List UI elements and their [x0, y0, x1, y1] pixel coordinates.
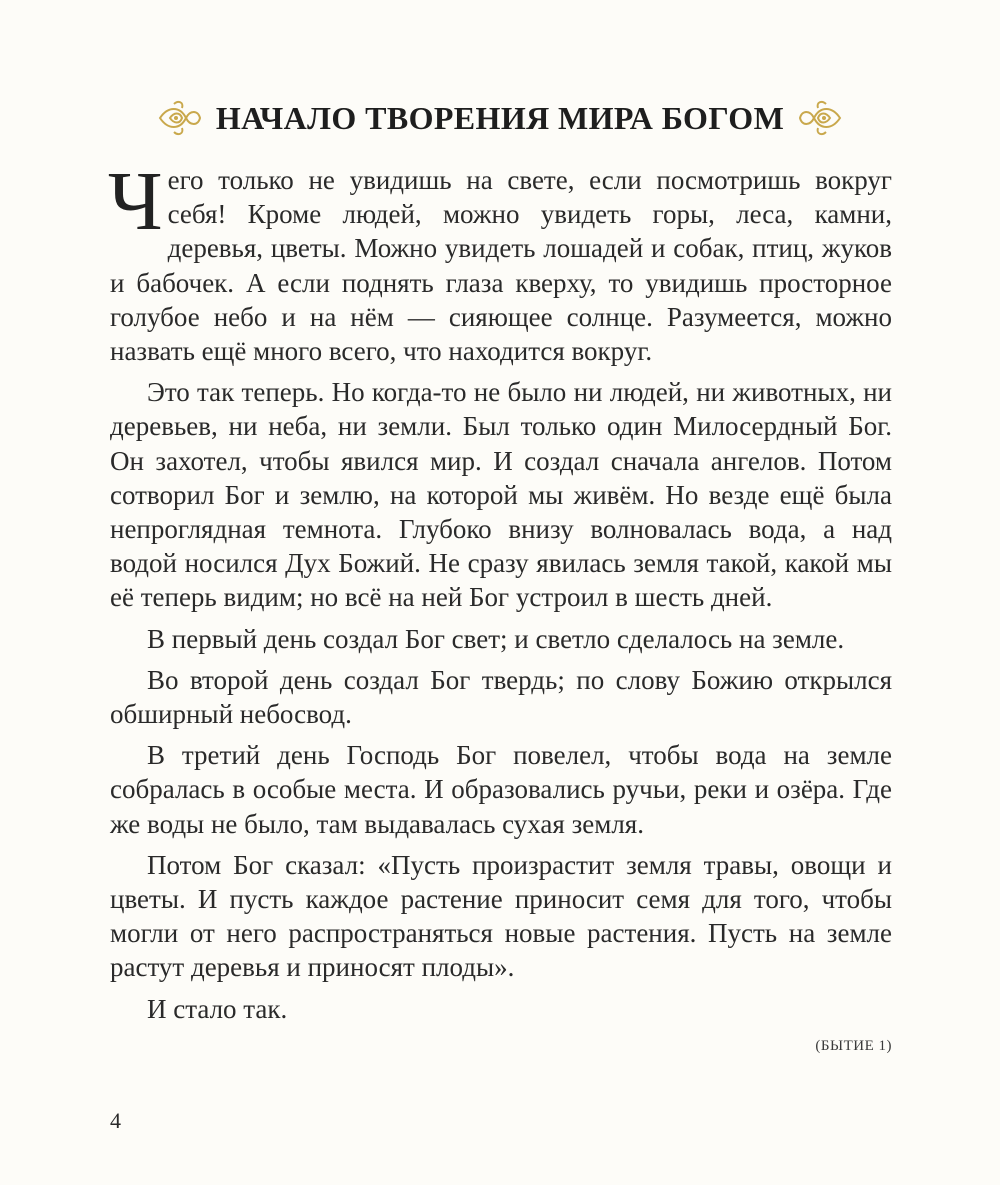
- page-title: НАЧАЛО ТВОРЕНИЯ МИРА БОГОМ: [215, 99, 785, 136]
- paragraph: Во второй день создал Бог твердь; по слову Божию открылся обширный небосвод.: [110, 664, 892, 730]
- body-text: [108, 155, 892, 1033]
- page-number: 4: [110, 1108, 121, 1133]
- paragraph-text: его только не увидишь на свете, если посмотришь вокруг себя! Кроме людей, можно увидеть горы, леса, камни, деревья, цветы. Можно увидеть лошадей и собак, птиц, жуков и бабочек. А если поднять глаза кверху, то увидишь просторное голубое небо и на нём — сияющее солнце. Разумеется, можно назвать ещё много всего, что находится вокруг.: [110, 165, 892, 367]
- paragraph: [108, 155, 892, 368]
- paragraph: И стало так.: [147, 993, 288, 1024]
- paragraph: В первый день создал Бог свет; и светло сделалось на земле.: [147, 623, 845, 654]
- paragraph: Потом Бог сказал: «Пусть произрастит земля травы, овощи и цветы. И пусть каждое растение приносит семя для того, чтобы могли от него распространяться новые растения. Пусть на земле растут деревья и приносят плоды».: [110, 849, 892, 983]
- scripture-reference: (БЫТИЕ 1): [815, 1038, 892, 1054]
- chapter-header: [0, 92, 1000, 144]
- ornament-right-icon: [798, 98, 844, 138]
- paragraph: В третий день Господь Бог повелел, чтобы вода на земле собралась в особые места. И образовались ручьи, реки и озёра. Где же воды не было, там выдавалась сухая земля.: [110, 740, 892, 839]
- ornament-left-icon: [156, 98, 202, 138]
- drop-cap: Ч: [108, 155, 163, 248]
- paragraph: Это так теперь. Но когда-то не было ни людей, ни животных, ни деревьев, ни неба, ни земли. Был только один Милосердный Бог. Он захотел, чтобы явился мир. И создал сначала ангелов. Потом сотворил Бог и землю, на которой мы живём. Но везде ещё была непроглядная темнота. Глубоко внизу волновалась вода, а над водой носился Дух Божий. Не сразу явилась земля такой, какой мы её теперь видим; но всё на ней Бог устроил в шесть дней.: [110, 377, 892, 613]
